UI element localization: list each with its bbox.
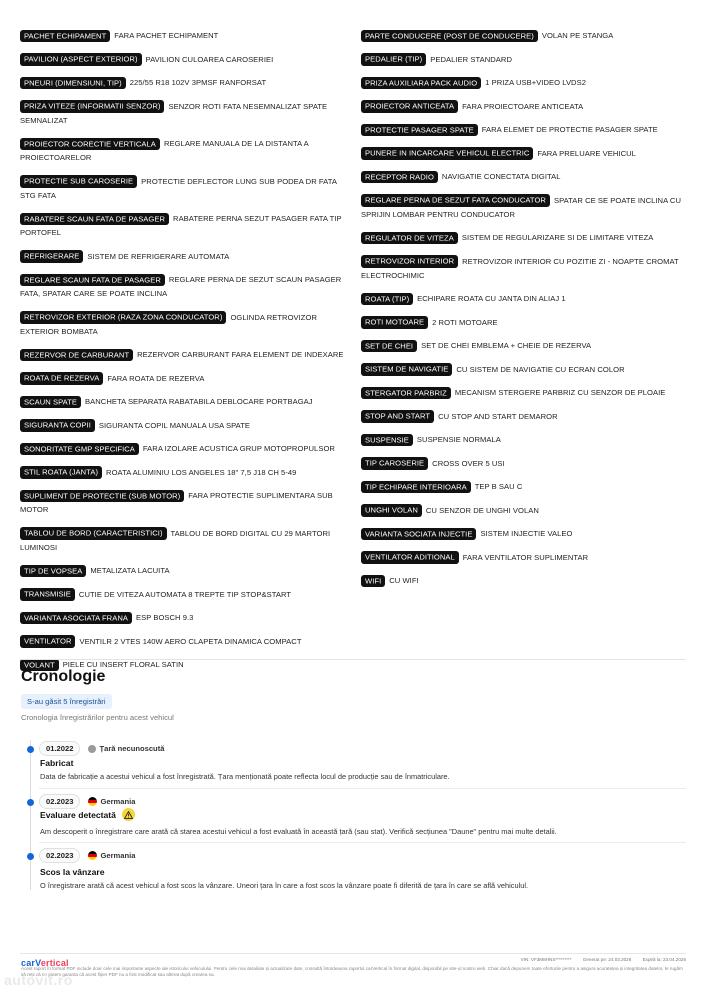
spec-value: TABLOU DE BORD DIGITAL CU 29 MARTORI LUMINOSI — [20, 528, 331, 552]
spec-label: SUSPENSIE — [361, 434, 413, 447]
spec-value: CROSS OVER 5 USI — [432, 458, 505, 468]
spec-label: VARIANTA SOCIATA INJECTIE — [361, 528, 476, 541]
spec-row — [361, 316, 690, 330]
spec-label: PAVILION (ASPECT EXTERIOR) — [20, 53, 142, 66]
spec-value: CU SENZOR DE UNGHI VOLAN — [425, 505, 539, 515]
spec-value: PIELE CU INSERT FLORAL SATIN — [62, 660, 184, 669]
event-header — [39, 848, 136, 863]
spec-label: TIP CAROSERIE — [361, 457, 428, 470]
spec-value: SIGURANTA COPIL MANUALA USA SPATE — [98, 420, 251, 430]
spec-value: ESP BOSCH 9.3 — [135, 613, 194, 622]
event-title-text: Fabricat — [40, 758, 74, 768]
event-description: Data de fabricație a acestui vehicul a fost înregistrată. Țara menționată poate reflecta locul de producție sau de înmatriculare. — [40, 772, 450, 781]
spec-label: VENTILATOR ADITIONAL — [361, 551, 459, 564]
spec-label: VARIANTA ASOCIATA FRANA — [20, 612, 132, 625]
report-meta — [511, 957, 686, 962]
event-title-text: Evaluare detectată — [40, 809, 116, 820]
spec-row — [20, 372, 349, 386]
spec-label: ROATA DE REZERVA — [20, 372, 103, 385]
spec-row — [20, 137, 349, 165]
spec-row — [361, 194, 690, 222]
event-description: O înregistrare arată că acest vehicul a fost scos la vânzare. Uneori țara în care a fost scos la vânzare poate fi diferită de țara în care se află vehiculul. — [40, 881, 529, 890]
event-title — [40, 867, 105, 877]
spec-value: VOLAN PE STANGA — [541, 31, 614, 40]
spec-row — [361, 410, 690, 424]
spec-label: SET DE CHEI — [361, 340, 417, 353]
spec-label: PARTE CONDUCERE (POST DE CONDUCERE) — [361, 30, 538, 43]
spec-value: SET DE CHEI EMBLEMA + CHEIE DE REZERVA — [421, 341, 592, 350]
spec-label: REFRIGERARE — [20, 250, 83, 263]
germany-flag-icon — [88, 797, 97, 806]
event-date: 02.2023 — [39, 794, 80, 809]
spec-value: TEP B SAU C — [474, 482, 523, 491]
spec-value: CU WIFI — [389, 576, 419, 585]
spec-label: PRIZA VITEZE (INFORMATII SENZOR) — [20, 100, 164, 113]
spec-label: REGLARE PERNA DE SEZUT FATA CONDUCATOR — [361, 194, 550, 207]
spec-row — [361, 29, 690, 43]
spec-value: PEDALIER STANDARD — [430, 54, 512, 64]
event-title-text: Scos la vânzare — [40, 867, 105, 877]
spec-label: TRANSMISIE — [20, 588, 75, 601]
spec-row — [20, 273, 349, 301]
spec-label: PROIECTOR ANTICEATA — [361, 100, 458, 113]
spec-row — [20, 76, 349, 90]
spec-row — [361, 255, 690, 283]
specs-left-column — [20, 29, 349, 682]
spec-row — [20, 29, 349, 43]
spec-row — [361, 53, 690, 67]
spec-value: SENZOR ROTI FATA NESEMNALIZAT SPATE SEMNALIZAT — [20, 101, 328, 125]
spec-value: PAVILION CULOAREA CAROSERIEI — [145, 54, 274, 64]
spec-label: ROTI MOTOARE — [361, 316, 428, 329]
spec-value: CUTIE DE VITEZA AUTOMATA 8 TREPTE TIP STOP&START — [78, 589, 292, 599]
spec-label: STIL ROATA (JANTA) — [20, 466, 102, 479]
spec-row — [361, 480, 690, 494]
vin-text: VIN: VF3M8HNS********* — [520, 957, 572, 962]
spec-label: VOLANT — [20, 659, 59, 672]
spec-label: PACHET ECHIPAMENT — [20, 30, 110, 43]
timeline-dot — [27, 799, 34, 806]
spec-value: REZERVOR CARBURANT FARA ELEMENT DE INDEXARE — [137, 350, 344, 359]
spec-label: RETROVIZOR EXTERIOR (RAZA ZONA CONDUCATOR) — [20, 311, 226, 324]
equipment-specs — [20, 29, 690, 682]
spec-row — [361, 76, 690, 90]
spec-row — [20, 212, 349, 240]
spec-row — [361, 433, 690, 447]
spec-value: REGLARE PERNA DE SEZUT SCAUN PASAGER FATA, SPATAR CARE SE POATE INCLINA — [20, 275, 342, 298]
spec-label: SIGURANTA COPII — [20, 419, 95, 432]
spec-value: NAVIGATIE CONECTATA DIGITAL — [441, 172, 561, 181]
spec-label: ROATA (TIP) — [361, 293, 413, 306]
germany-flag-icon — [88, 851, 97, 860]
spec-label: WIFI — [361, 575, 385, 588]
spec-label: STERGATOR PARBRIZ — [361, 387, 451, 400]
spec-value: SISTEM DE REGULARIZARE SI DE LIMITARE VITEZA — [461, 233, 654, 242]
spec-label: SUPLIMENT DE PROTECTIE (SUB MOTOR) — [20, 490, 184, 503]
event-header — [39, 741, 164, 756]
spec-row — [20, 419, 349, 433]
event-title — [40, 808, 135, 821]
event-country-label: Țară necunoscută — [99, 744, 165, 753]
spec-label: PROTECTIE PASAGER SPATE — [361, 124, 478, 137]
spec-value: CU STOP AND START DEMAROR — [438, 411, 558, 421]
event-separator — [39, 842, 686, 843]
spec-label: REGULATOR DE VITEZA — [361, 232, 458, 245]
spec-row — [361, 100, 690, 114]
spec-row — [20, 527, 349, 555]
spec-row — [361, 551, 690, 565]
event-date: 01.2022 — [39, 741, 80, 756]
spec-value: SISTEM DE REFRIGERARE AUTOMATA — [87, 251, 230, 261]
spec-row — [361, 170, 690, 184]
spec-value: FARA PACHET ECHIPAMENT — [114, 31, 219, 40]
spec-label: SCAUN SPATE — [20, 396, 81, 409]
spec-value: OGLINDA RETROVIZOR EXTERIOR BOMBATA — [20, 312, 317, 336]
spec-row — [361, 527, 690, 541]
generated-date: Generat pe: 24.03.2026 — [582, 957, 632, 962]
warning-icon — [122, 808, 135, 821]
spec-value: PROTECTIE DEFLECTOR LUNG SUB PODEA DR FATA STG FATA — [20, 176, 337, 200]
spec-row — [20, 53, 349, 67]
chronology-timeline — [22, 732, 686, 902]
spec-row — [20, 489, 349, 517]
timeline-line — [30, 740, 31, 890]
spec-row — [20, 348, 349, 362]
spec-value: FARA ROATA DE REZERVA — [107, 373, 205, 383]
disclaimer-text: Acest raport în format PDF include doar cele mai importante aspecte ale istoricului vehiculului. Pentru cele mai detaliate și actualizate date, consultă întotdeauna raportul carVertical în format digital, disponibil pe site-ul nostru web. Chiar dacă depunem toate eforturile pentru a asigura acuratețea și integritatea datelor, te rugăm să reții că nu putem garanta că acest fișier PDF nu a fost modificat sau alterat după crearea sa. — [21, 966, 683, 977]
event-country-label: Germania — [100, 851, 136, 860]
spec-value: FARA IZOLARE ACUSTICA GRUP MOTOPROPULSOR — [142, 444, 335, 453]
spec-row — [361, 457, 690, 471]
spec-row — [20, 588, 349, 602]
spec-value: SUSPENSIE NORMALA — [416, 435, 501, 444]
spec-row — [20, 564, 349, 578]
spec-label: VENTILATOR — [20, 635, 75, 648]
event-country-label: Germania — [100, 797, 136, 806]
spec-label: RETROVIZOR INTERIOR — [361, 255, 458, 268]
spec-value: FARA ELEMET DE PROTECTIE PASAGER SPATE — [481, 125, 658, 134]
footer-divider — [20, 953, 686, 954]
spec-row — [361, 123, 690, 137]
spec-value: RETROVIZOR INTERIOR CU POZITIE ZI - NOAPTE CROMAT ELECTROCHIMIC — [361, 256, 679, 280]
spec-label: REGLARE SCAUN FATA DE PASAGER — [20, 274, 165, 287]
spec-label: UNGHI VOLAN — [361, 504, 422, 517]
logo-part-1: carV — [21, 958, 41, 968]
timeline-dot — [27, 746, 34, 753]
spec-label: PROTECTIE SUB CAROSERIE — [20, 175, 137, 188]
spec-label: SISTEM DE NAVIGATIE — [361, 363, 452, 376]
spec-value: 225/55 R18 102V 3PMSF RANFORSAT — [129, 78, 267, 87]
spec-label: TIP ECHIPARE INTERIOARA — [361, 481, 471, 494]
spec-row — [20, 611, 349, 625]
spec-row — [20, 635, 349, 649]
expiry-date: Expiră la: 23.04.2026 — [642, 957, 686, 962]
spec-label: STOP AND START — [361, 410, 434, 423]
specs-right-column — [361, 29, 690, 682]
spec-value: REGLARE MANUALA DE LA DISTANTA A PROIECTOARELOR — [20, 139, 309, 162]
spec-row — [20, 442, 349, 456]
event-country — [88, 744, 164, 753]
chronology-subtitle: Cronologia înregistrărilor pentru acest vehicul — [21, 713, 174, 722]
spec-row — [361, 504, 690, 518]
timeline-dot — [27, 853, 34, 860]
spec-value: BANCHETA SEPARATA RABATABILA DEBLOCARE PORTBAGAJ — [85, 397, 313, 406]
spec-row — [20, 466, 349, 480]
spec-value: CU SISTEM DE NAVIGATIE CU ECRAN COLOR — [456, 364, 625, 374]
spec-value: 2 ROTI MOTOARE — [432, 317, 498, 327]
spec-value: SISTEM INJECTIE VALEO — [480, 529, 573, 538]
event-description: Am descoperit o înregistrare care arată că starea acestui vehicul a fost evaluată în această țară (sau stat). Verifică secțiunea "Daune" pentru mai multe detalii. — [40, 827, 557, 836]
spec-row — [20, 311, 349, 339]
section-divider — [20, 659, 686, 660]
spec-row — [20, 250, 349, 264]
spec-row — [361, 231, 690, 245]
records-found-badge: S-au găsit 5 înregistrări — [21, 694, 112, 709]
globe-icon — [88, 745, 96, 753]
spec-row — [361, 574, 690, 588]
spec-label: PEDALIER (TIP) — [361, 53, 426, 66]
spec-value: VENTILR 2 VTES 140W AERO CLAPETA DINAMICA COMPACT — [79, 636, 302, 646]
spec-value: ECHIPARE ROATA CU JANTA DIN ALIAJ 1 — [417, 294, 566, 303]
spec-value: ROATA ALUMINIU LOS ANGELES 18" 7,5 J18 CH 5-49 — [106, 467, 297, 477]
spec-value: FARA PROIECTOARE ANTICEATA — [462, 101, 584, 111]
spec-label: PRIZA AUXILIARA PACK AUDIO — [361, 77, 481, 90]
spec-label: SONORITATE GMP SPECIFICA — [20, 443, 139, 456]
spec-row — [361, 386, 690, 400]
spec-value: METALIZATA LACUITA — [90, 566, 170, 575]
spec-value: MECANISM STERGERE PARBRIZ CU SENZOR DE PLOAIE — [454, 388, 666, 397]
spec-label: RABATERE SCAUN FATA DE PASAGER — [20, 213, 169, 226]
event-date: 02.2023 — [39, 848, 80, 863]
spec-row — [20, 395, 349, 409]
spec-label: RECEPTOR RADIO — [361, 171, 438, 184]
spec-value: FARA PROTECTIE SUPLIMENTARA SUB MOTOR — [20, 491, 333, 514]
event-header — [39, 794, 136, 809]
spec-label: REZERVOR DE CARBURANT — [20, 349, 133, 362]
spec-label: PUNERE IN INCARCARE VEHICUL ELECTRIC — [361, 147, 533, 160]
spec-row — [361, 363, 690, 377]
spec-value: FARA VENTILATOR SUPLIMENTAR — [462, 552, 589, 562]
event-country — [88, 851, 135, 860]
spec-row — [361, 147, 690, 161]
logo-part-2: ertical — [40, 958, 69, 968]
watermark: autovit.ro — [4, 972, 73, 988]
spec-value: SPATAR CE SE POATE INCLINA CU SPRIJIN LOMBAR PENTRU CONDUCATOR — [361, 195, 682, 219]
event-country — [88, 797, 135, 806]
spec-row — [20, 100, 349, 128]
spec-label: TIP DE VOPSEA — [20, 565, 86, 578]
spec-label: TABLOU DE BORD (CARACTERISTICI) — [20, 527, 167, 540]
spec-row — [20, 175, 349, 203]
spec-label: PNEURI (DIMENSIUNI, TIP) — [20, 77, 126, 90]
spec-value: FARA PRELUARE VEHICUL — [537, 148, 636, 158]
chronology-title: Cronologie — [21, 668, 106, 685]
event-title — [40, 758, 73, 768]
event-separator — [39, 788, 686, 789]
spec-row — [361, 292, 690, 306]
spec-row — [361, 339, 690, 353]
spec-label: PROIECTOR CORECTIE VERTICALA — [20, 138, 160, 151]
spec-value: 1 PRIZA USB+VIDEO LVDS2 — [485, 78, 586, 87]
spec-value: RABATERE PERNA SEZUT PASAGER FATA TIP PORTOFEL — [20, 214, 342, 237]
